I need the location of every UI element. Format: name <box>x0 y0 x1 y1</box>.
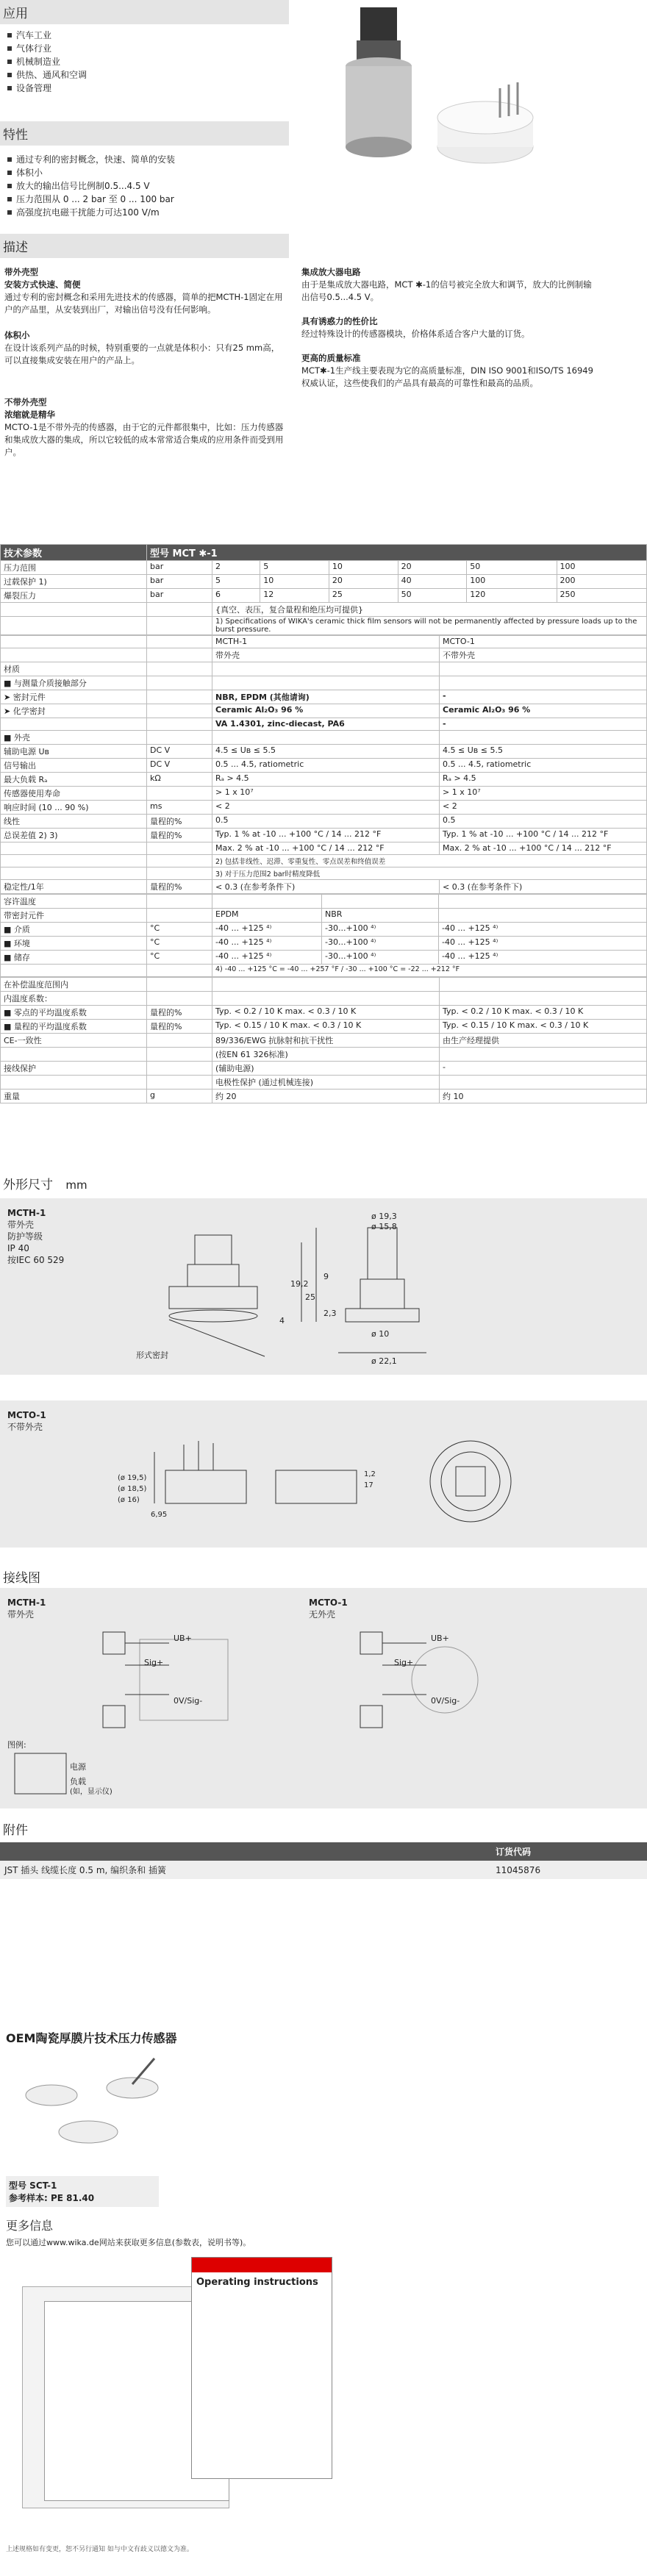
list-item: 设备管理 <box>6 82 647 95</box>
table-cell: ➤ 密封元件 <box>1 690 147 704</box>
table-row <box>1 1020 647 1034</box>
table-cell: - <box>440 1062 647 1076</box>
table-cell: 由生产经理提供 <box>440 1034 647 1048</box>
section-features-title: 特性 <box>0 121 289 146</box>
model-line: 不带外壳 <box>7 1422 43 1432</box>
table-cell: < 2 <box>212 801 440 815</box>
list-item: 气体行业 <box>6 42 647 55</box>
legend-item: 负载 <box>70 1777 86 1786</box>
subheading: 更高的质量标准 <box>301 353 361 363</box>
model-name: MCTH-1 <box>7 1208 46 1218</box>
table-cell: g <box>147 1090 212 1103</box>
table-cell: 50 <box>398 589 467 603</box>
table-cell: °C <box>147 951 212 965</box>
subheading: 不带外壳型 <box>4 397 47 407</box>
subheading: 体积小 <box>4 330 30 340</box>
table-cell: {真空、表压，复合量程和绝压均可提供} <box>212 603 647 617</box>
spec-table-tc <box>0 977 647 1103</box>
table-row <box>1 589 647 603</box>
table-cell: 量程的% <box>147 880 212 894</box>
table-row <box>1 662 647 676</box>
ub-label: UB+ <box>431 1634 449 1643</box>
section-description-title: 描述 <box>0 234 289 258</box>
dim-value: ø 19,3 <box>371 1212 397 1221</box>
list-item: 汽车工业 <box>6 29 647 42</box>
table-row <box>1 561 647 575</box>
table-cell: bar <box>147 575 212 589</box>
table-row <box>1 718 647 731</box>
subheading: 集成放大器电路 <box>301 267 361 277</box>
table-cell: -40 ... +125 ⁴⁾ <box>439 937 647 951</box>
mcth-drawing <box>0 1198 647 1375</box>
table-cell: > 1 x 10⁷ <box>212 787 440 801</box>
list-item: 压力范围从 0 ... 2 bar 至 0 ... 100 bar <box>6 193 647 206</box>
table-cell: 250 <box>557 589 647 603</box>
subheading: 具有诱惑力的性价比 <box>301 316 378 326</box>
table-cell: 电极性保护 (通过机械连接) <box>212 1076 440 1090</box>
paragraph: 由于是集成放大器电路，MCT ✱-1的信号被完全放大和调节，放大的比例制输出信号0.5...4.5 V。 <box>301 279 592 302</box>
table-row <box>1 575 647 589</box>
table-cell: 10 <box>329 561 398 575</box>
table-cell: DC V <box>147 745 212 759</box>
table-cell: 5 <box>212 575 260 589</box>
dims-mcto-panel <box>0 1400 647 1548</box>
wiring-diagram <box>0 1588 647 1808</box>
table-cell: 辅助电源 Uв <box>1 745 147 759</box>
table-row <box>1 923 647 937</box>
table-row <box>1 731 647 745</box>
table-cell: 0.5 <box>440 815 647 829</box>
table-cell: ms <box>147 801 212 815</box>
table-cell: 12 <box>260 589 329 603</box>
dim-value: ø 22,1 <box>371 1356 397 1366</box>
table-cell: 内温度系数： <box>1 992 147 1006</box>
model-name: MCTO-1 <box>309 1598 348 1608</box>
table-footnote: 3) 对于压力范围2 bar时精度降低 <box>212 867 647 880</box>
doc-title: Operating instructions <box>196 2277 318 2288</box>
table-footnote: 2) 包括非线性、迟滞、零重复性、零点误差和终值误差 <box>212 855 647 867</box>
table-cell: 爆裂压力 <box>1 589 147 603</box>
table-cell: ■ 介质 <box>1 923 147 937</box>
table-cell: - <box>440 690 647 704</box>
table-cell: 2 <box>212 561 260 575</box>
more-title: 更多信息 <box>6 2219 54 2233</box>
table-cell: (按EN 61 326标准) <box>212 1048 440 1062</box>
dim-value: 1,2 <box>364 1470 376 1478</box>
table-cell: -40 ... +125 ⁴⁾ <box>439 923 647 937</box>
column-header: MCTO-1 <box>440 636 647 648</box>
subheading: 安装方式快速、简便 <box>4 279 81 290</box>
table-footnote: 4) -40 ... +125 °C = -40 ... +257 °F / -30 ... +100 °C = -22 ... +212 °F <box>212 965 647 977</box>
table-cell: 4.5 ≤ Uв ≤ 5.5 <box>212 745 440 759</box>
table-cell: NBR, EPDM (其他请询) <box>212 690 440 704</box>
table-row <box>1 867 647 880</box>
table-row <box>1 1048 647 1062</box>
subheading: 浓缩就是精华 <box>4 409 55 420</box>
table-row <box>1 1034 647 1048</box>
table-cell: 量程的% <box>147 1020 212 1034</box>
table-cell: 稳定性/1年 <box>1 880 147 894</box>
table-cell: 100 <box>467 575 557 589</box>
table-cell: 10 <box>260 575 329 589</box>
table-cell: (辅助电源) <box>212 1062 440 1076</box>
table-cell: 接线保护 <box>1 1062 147 1076</box>
legend-title: 图例: <box>7 1740 26 1750</box>
table-cell: 0.5 ... 4.5, ratiometric <box>212 759 440 773</box>
table-cell: 量程的% <box>147 1006 212 1020</box>
documents-image <box>22 2257 338 2522</box>
table-row <box>1 1090 647 1103</box>
spec-header: 型号 MCT ✱-1 <box>147 545 647 561</box>
table-row <box>1 636 647 648</box>
table-row <box>1 603 647 617</box>
table-cell: Typ. < 0.2 / 10 K max. < 0.3 / 10 K <box>212 1006 440 1020</box>
table-cell: CE-一致性 <box>1 1034 147 1048</box>
model-line: 按IEC 60 529 <box>7 1255 65 1265</box>
table-cell: 在补偿温度范围内 <box>1 978 147 992</box>
table-cell <box>147 787 212 801</box>
dim-value: ø 10 <box>371 1329 390 1339</box>
sig-label: Sig+ <box>144 1658 164 1667</box>
table-row <box>1 815 647 829</box>
column-header: EPDM <box>212 909 322 923</box>
dim-value: (ø 18,5) <box>118 1485 147 1493</box>
table-cell: 0.5 ... 4.5, ratiometric <box>440 759 647 773</box>
table-cell: ■ 外壳 <box>1 731 147 745</box>
features-list <box>6 153 647 219</box>
table-cell: 200 <box>557 575 647 589</box>
dim-value: ø 15,8 <box>371 1222 397 1231</box>
dim-value: 2,3 <box>324 1309 337 1318</box>
table-row <box>1 1076 647 1090</box>
table-cell: Typ. < 0.15 / 10 K max. < 0.3 / 10 K <box>440 1020 647 1034</box>
accessory-table <box>0 1842 647 1879</box>
table-row <box>1 759 647 773</box>
table-cell: 50 <box>467 561 557 575</box>
table-cell: > 1 x 10⁷ <box>440 787 647 801</box>
table-cell: Ceramic Al₂O₃ 96 % <box>212 704 440 718</box>
table-row <box>1 842 647 855</box>
table-cell: -30...+100 ⁴⁾ <box>322 937 439 951</box>
model-line: 带外壳 <box>7 1220 35 1230</box>
list-item: 机械制造业 <box>6 55 647 68</box>
list-item: 高强度抗电磁干扰能力可达100 V/m <box>6 206 647 219</box>
section-wiring-title: 接线图 <box>3 1571 40 1586</box>
table-cell: Typ. 1 % at -10 ... +100 °C / 14 ... 212 °F <box>212 829 440 842</box>
table-cell: ■ 量程的平均温度系数 <box>1 1020 147 1034</box>
spec-table-materials <box>0 635 647 894</box>
table-cell: 传感器使用寿命 <box>1 787 147 801</box>
table-cell: -40 ... +125 ⁴⁾ <box>439 951 647 965</box>
table-cell: 约 20 <box>212 1090 440 1103</box>
spec-table <box>0 544 647 635</box>
section-dims-title: 外形尺寸 <box>3 1178 53 1192</box>
table-cell: 100 <box>557 561 647 575</box>
table-cell: < 2 <box>440 801 647 815</box>
table-cell: Typ. < 0.15 / 10 K max. < 0.3 / 10 K <box>212 1020 440 1034</box>
table-cell: - <box>440 718 647 731</box>
paragraph: 通过专利的密封概念和采用先进技术的传感器，简单的把MCTH-1固定在用户的产品里，从安装到出厂，对输出信号没有任何影响。 <box>4 292 283 315</box>
table-row <box>1 992 647 1006</box>
sig-label: Sig+ <box>394 1658 414 1667</box>
column-header: NBR <box>322 909 439 923</box>
table-cell: 40 <box>398 575 467 589</box>
table-row <box>1 801 647 815</box>
ub-label: UB+ <box>174 1634 192 1643</box>
table-row <box>1 676 647 690</box>
list-item: 体积小 <box>6 166 647 179</box>
table-cell: 89/336/EWG 抗脉射和抗干扰性 <box>212 1034 440 1048</box>
table-cell: 25 <box>329 589 398 603</box>
table-row <box>1 617 647 635</box>
table-row <box>0 1861 647 1879</box>
oem-title: OEM陶瓷厚膜片技术压力传感器 <box>6 2031 177 2045</box>
table-cell: 信号输出 <box>1 759 147 773</box>
table-footnote: 1) Specifications of WIKA's ceramic thick film sensors will not be permanently affected by pressure loads up to the burst pressure. <box>212 617 647 635</box>
table-row <box>1 787 647 801</box>
table-row <box>1 1062 647 1076</box>
table-row <box>1 704 647 718</box>
table-row <box>1 855 647 867</box>
dim-value: 17 <box>364 1481 373 1489</box>
dim-value: 6,95 <box>151 1511 168 1519</box>
footnote: 上述规格如有变更，恕不另行通知 如与中文有歧义以德文为准。 <box>6 2546 193 2553</box>
table-cell: ■ 零点的平均温度系数 <box>1 1006 147 1020</box>
column-header: MCTH-1 <box>212 636 440 648</box>
model-name: MCTH-1 <box>7 1598 46 1608</box>
column-header: 订货代码 <box>496 1847 532 1857</box>
table-cell: 最大负载 Rₐ <box>1 773 147 787</box>
table-cell: -40 ... +125 ⁴⁾ <box>212 923 322 937</box>
table-row <box>1 745 647 759</box>
table-cell: < 0.3 (在参考条件下) <box>440 880 647 894</box>
dim-value: 4 <box>279 1316 285 1325</box>
ov-label: 0V/Sig- <box>431 1696 460 1706</box>
table-row <box>1 978 647 992</box>
table-cell: 压力范围 <box>1 561 147 575</box>
table-cell: °C <box>147 937 212 951</box>
dims-unit: mm <box>65 1178 87 1192</box>
dim-value: (ø 19,5) <box>118 1474 147 1482</box>
section-accessory-title: 附件 <box>3 1823 28 1838</box>
list-item: 供热、通风和空调 <box>6 68 647 82</box>
table-cell: Max. 2 % at -10 ... +100 °C / 14 ... 212 °F <box>212 842 440 855</box>
model-line: 防护等级 <box>7 1231 43 1242</box>
model-line: IP 40 <box>7 1243 29 1253</box>
table-header-row <box>0 1842 647 1861</box>
ov-label: 0V/Sig- <box>174 1696 203 1706</box>
table-cell: 容许温度 <box>1 895 147 909</box>
dim-value: 25 <box>305 1292 315 1302</box>
table-cell: 5 <box>260 561 329 575</box>
column-subheader: 带外壳 <box>212 648 440 662</box>
table-cell: Max. 2 % at -10 ... +100 °C / 14 ... 212 °F <box>440 842 647 855</box>
table-cell: Ceramic Al₂O₃ 96 % <box>440 704 647 718</box>
table-cell: 重量 <box>1 1090 147 1103</box>
table-row <box>1 937 647 951</box>
table-row <box>1 1006 647 1020</box>
table-cell: Rₐ > 4.5 <box>440 773 647 787</box>
dim-label: 形式密封 <box>136 1350 168 1360</box>
paragraph: MCTO-1是不带外壳的传感器，由于它的元件都很集中，比如：压力传感器和集成放大器的集成，所以它较低的成本常常适合集成的应用条件而受到用户。 <box>4 422 284 457</box>
list-item: 通过专利的密封概念，快速、简单的安装 <box>6 153 647 166</box>
table-cell: 20 <box>329 575 398 589</box>
column-subheader: 不带外壳 <box>440 648 647 662</box>
table-cell: DC V <box>147 759 212 773</box>
table-cell: ■ 环境 <box>1 937 147 951</box>
table-row <box>1 880 647 894</box>
table-cell: 120 <box>467 589 557 603</box>
oem-photo <box>7 2051 191 2161</box>
table-row <box>1 895 647 909</box>
table-row <box>1 965 647 977</box>
table-cell: 11045876 <box>496 1864 541 1875</box>
table-cell: 4.5 ≤ Uв ≤ 5.5 <box>440 745 647 759</box>
table-cell: 20 <box>398 561 467 575</box>
table-row <box>1 909 647 923</box>
table-cell: ➤ 化学密封 <box>1 704 147 718</box>
model-line: 无外壳 <box>309 1609 336 1620</box>
description-right <box>301 266 596 390</box>
model-name: MCTO-1 <box>7 1410 46 1420</box>
legend-item: 电源 <box>70 1762 86 1772</box>
table-cell: 过载保护 1) <box>1 575 147 589</box>
table-cell: VA 1.4301, zinc-diecast, PA6 <box>212 718 440 731</box>
table-cell: bar <box>147 589 212 603</box>
dim-value: (ø 16) <box>118 1496 140 1504</box>
table-cell: 量程的% <box>147 815 212 829</box>
more-text: 您可以通过www.wika.de网站来获取更多信息(参数表，说明书等)。 <box>6 2238 251 2247</box>
table-cell: 约 10 <box>440 1090 647 1103</box>
oem-ref: 参考样本: PE 81.40 <box>9 2193 95 2203</box>
wiring-panel <box>0 1588 647 1808</box>
table-cell: Typ. < 0.2 / 10 K max. < 0.3 / 10 K <box>440 1006 647 1020</box>
table-cell: 总误差值 2) 3) <box>1 829 147 842</box>
table-cell: < 0.3 (在参考条件下) <box>212 880 440 894</box>
table-cell: -30...+100 ⁴⁾ <box>322 923 439 937</box>
table-cell: bar <box>147 561 212 575</box>
paragraph: 在设计该系列产品的时候，特别重要的一点就是体积小：只有25 mm高，可以直接集成安装在用户的产品上。 <box>4 343 280 365</box>
subheading: 带外壳型 <box>4 267 38 277</box>
table-cell: ■ 与测量介质接触部分 <box>1 676 147 690</box>
list-item: 放大的输出信号比例制0.5...4.5 V <box>6 179 647 193</box>
table-row <box>1 773 647 787</box>
table-cell: ■ 储存 <box>1 951 147 965</box>
table-cell: 材质 <box>1 662 147 676</box>
table-row <box>1 648 647 662</box>
table-cell: 量程的% <box>147 829 212 842</box>
table-cell: 6 <box>212 589 260 603</box>
table-cell: Rₐ > 4.5 <box>212 773 440 787</box>
paragraph: MCT✱-1生产线主要表现为它的高质量标准，DIN ISO 9001和ISO/TS 16949权威认证，这些使我们的产品具有最高的可靠性和最高的品质。 <box>301 365 593 388</box>
table-row <box>1 829 647 842</box>
section-applications-title: 应用 <box>0 0 289 24</box>
table-cell: -40 ... +125 ⁴⁾ <box>212 951 322 965</box>
description-left <box>4 266 287 459</box>
legend-item: (如，显示仪) <box>70 1788 112 1796</box>
table-cell: -40 ... +125 ⁴⁾ <box>212 937 322 951</box>
oem-type: 型号 SCT-1 <box>9 2180 57 2191</box>
dims-mcth-panel <box>0 1198 647 1375</box>
table-row <box>1 951 647 965</box>
dim-value: 19,2 <box>290 1279 309 1289</box>
spec-header: 技术参数 <box>1 545 147 561</box>
table-cell: Typ. 1 % at -10 ... +100 °C / 14 ... 212 °F <box>440 829 647 842</box>
table-cell: 带密封元件 <box>1 909 147 923</box>
model-line: 带外壳 <box>7 1609 35 1620</box>
table-cell: °C <box>147 923 212 937</box>
table-cell: 响应时间 (10 ... 90 %) <box>1 801 147 815</box>
table-cell: kΩ <box>147 773 212 787</box>
table-cell: 0.5 <box>212 815 440 829</box>
dim-value: 9 <box>324 1272 329 1281</box>
table-cell: 线性 <box>1 815 147 829</box>
table-cell: JST 插头 线缆长度 0.5 m, 编织条和 插簧 <box>4 1865 166 1875</box>
column-header <box>0 1842 491 1861</box>
table-cell: -30...+100 ⁴⁾ <box>322 951 439 965</box>
paragraph: 经过特殊设计的传感器模块，价格体系适合客户大量的订货。 <box>301 329 530 339</box>
table-row <box>1 690 647 704</box>
mcto-drawing <box>0 1400 647 1548</box>
spec-table-temperature <box>0 894 647 977</box>
